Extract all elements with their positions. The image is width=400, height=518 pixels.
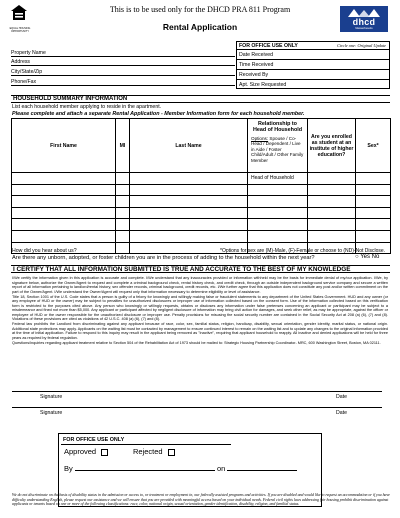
city-state-zip-field[interactable] xyxy=(11,68,235,76)
cert-paragraph: Title 18, Section 1001 of the U.S. Code states that a person is guilty of a felony for knowingly and willingly making false or fraudulent statements to any department of the United States Government. HUD and any owner (or any employee of HUD or the owner) may be subject to penalties for unauthorized disclosures or improper use of information collected based on the consent form. Use of the information collected based on this verification form is restricted to the purposes cited above. Any person who knowingly or willingly requests, obtains or discloses any information under false pretenses concerning an applicant or participant may be subject to a misdemeanor and fined not more than $5,000. Any applicant or participant affected by negligent disclosure of information may bring civil action for damages, and seek other relief, as may be appropriate, against the officer or employee of HUD or the owner responsible for the unauthorized disclosure or improper use. Penalty provisions for misusing the social security number are contained in the Social Security Act at 208 (a) (6), (7) and (8). Violations of these provisions are cited as violations of 42 U.S.C. 408 (a) (6), (7) and (8). xyxy=(12,294,388,322)
yes-no-label: Yes No xyxy=(360,254,380,260)
cell-input[interactable] xyxy=(248,230,308,242)
certification-text xyxy=(12,276,388,346)
by-input[interactable] xyxy=(75,465,215,471)
cell-input[interactable] xyxy=(116,219,130,231)
on-input[interactable] xyxy=(227,465,297,471)
equal-housing-caption: EQUAL HOUSING OPPORTUNITY xyxy=(9,27,31,33)
field-label: Apt. Size Requested xyxy=(239,82,287,88)
cell-input[interactable] xyxy=(356,207,391,219)
cell-input[interactable] xyxy=(12,184,116,196)
cell-input[interactable] xyxy=(116,207,130,219)
cell-input[interactable] xyxy=(308,219,356,231)
field-label: Phone/Fax xyxy=(11,78,37,85)
hear-about-question xyxy=(12,248,392,254)
cert-paragraph: Questions/inquiries regarding applicant treatment relative to Section 504 of the Rehabilitation Act of 1973 should be mailed to: Strategic Housing Partnership Coordinator- MRC, 600 Washington Street, Boston, MA 02111. xyxy=(12,340,381,345)
cell-input[interactable] xyxy=(130,173,248,185)
office-use-title: FOR OFFICE USE ONLY xyxy=(239,43,298,49)
cell-input[interactable] xyxy=(12,219,116,231)
nondiscrimination-footer: We do not discriminate on the basis of disability status in the admission or access to, or treatment or employment in, our federally assisted programs and activities. If you are disabled and would like to request an accommodation or if you have difficulty understanding English, please request our assistance and we will ensure that you are provided with meaningful access based on your individual needs. Federal civil rights laws addressing fair housing prohibit discrimination against applicants or tenants based on one or more of the following classifications: race, color, national origin, sexual orientation, gender identification, disability, religion, and familial status. xyxy=(12,493,390,507)
cell-input[interactable] xyxy=(116,173,130,185)
col-mi: MI xyxy=(116,119,130,173)
on-label: on xyxy=(216,464,226,473)
cell-input[interactable] xyxy=(130,184,248,196)
cell-input[interactable] xyxy=(130,196,248,208)
relationship-options xyxy=(251,136,304,163)
cell-input[interactable] xyxy=(308,196,356,208)
head-of-household-cell: Head of Household xyxy=(248,173,308,185)
office-use-box xyxy=(236,41,390,89)
program-subtitle: This is to be used only for the DHCD PRA 811 Program xyxy=(109,5,291,14)
household-section-title: HOUSEHOLD SUMMARY INFORMATION xyxy=(11,95,390,103)
signature-line-2[interactable] xyxy=(12,407,382,408)
cell-input[interactable] xyxy=(130,207,248,219)
cell-input[interactable] xyxy=(308,207,356,219)
page-title: Rental Application xyxy=(162,22,238,32)
table-row xyxy=(12,230,391,242)
yes-no-options[interactable]: ○ Yes No xyxy=(355,254,380,260)
col-relationship xyxy=(248,119,308,173)
approved-option[interactable] xyxy=(64,447,108,456)
by-on-row xyxy=(64,464,314,473)
office-use-heading xyxy=(237,42,389,50)
household-table xyxy=(11,118,391,254)
cell-input[interactable] xyxy=(116,196,130,208)
approved-checkbox[interactable] xyxy=(101,449,108,456)
hear-about-input[interactable] xyxy=(78,249,196,254)
field-label: City/State/Zip xyxy=(11,68,43,75)
field-label: Received By xyxy=(239,72,269,78)
cell-input[interactable] xyxy=(12,196,116,208)
property-name-field[interactable] xyxy=(11,49,235,57)
cell-input[interactable] xyxy=(12,207,116,219)
date-label: Date xyxy=(336,410,347,416)
apt-size-field[interactable] xyxy=(237,80,389,90)
col-last-name: Last Name xyxy=(130,119,248,173)
cell-input[interactable] xyxy=(308,173,356,185)
unborn-question xyxy=(12,255,392,261)
time-received-field[interactable] xyxy=(237,60,389,70)
cell-input[interactable] xyxy=(130,219,248,231)
unborn-label: Are there any unborn, adopted, or foster children you are in the process of adding to the household within the next year? xyxy=(12,255,315,261)
rejected-option[interactable] xyxy=(133,447,175,456)
table-row xyxy=(12,173,391,185)
date-received-field[interactable] xyxy=(237,50,389,60)
table-row xyxy=(12,207,391,219)
options-lead: Options: xyxy=(251,136,269,141)
cell-input[interactable] xyxy=(12,230,116,242)
col-sex: Sex* xyxy=(356,119,391,173)
household-header-row xyxy=(12,119,391,173)
table-row xyxy=(12,196,391,208)
field-label: Date Received xyxy=(239,52,274,58)
household-instruction: List each household member applying to reside in the apartment. xyxy=(12,104,162,110)
cell-input[interactable] xyxy=(116,184,130,196)
heading-rule xyxy=(61,444,231,445)
cell-input[interactable] xyxy=(12,173,116,185)
rejected-checkbox[interactable] xyxy=(168,449,175,456)
by-label: By xyxy=(64,464,73,473)
dhcd-sub: Massachusetts xyxy=(355,27,373,30)
cell-input[interactable] xyxy=(248,207,308,219)
received-by-field[interactable] xyxy=(237,70,389,80)
col-student: Are you enrolled as student at an institute of higher education? xyxy=(308,119,356,173)
signature-label: Signature xyxy=(40,394,63,400)
table-row xyxy=(12,184,391,196)
cell-input[interactable] xyxy=(356,230,391,242)
date-label: Date xyxy=(336,394,347,400)
cert-paragraph: Federal law prohibits the Landlord from discriminating against any applicant because of race, color, sex, familial status, religion, handicap, disability, sexual orientation, gender identity, marital status, or national origin. Additional state protections may apply. Applicants on the waiting list must be contacted by management to ensure continued interest to remain on the waiting list and to update any changes to the original information provided at the time of initial application. Failure to respond to this inquiry may result in the applicant being removed as "inactive", requiring that applicant household to reapply. All inactive and denied applications will be held for three years as required by federal regulation. xyxy=(12,322,388,340)
sex-options-note: *Options for sex are (M)-Male, (F)-Female or choose to (ND)-Not Disclose. xyxy=(220,248,386,254)
cell-input[interactable] xyxy=(248,196,308,208)
cell-input[interactable] xyxy=(308,184,356,196)
office-bottom-heading: FOR OFFICE USE ONLY xyxy=(63,437,125,443)
cell-input[interactable] xyxy=(356,184,391,196)
options-list: Spouse / Co-Head / Dependent / Live in Aide / Foster Child/Adult / Other Family Member xyxy=(251,136,304,163)
col-first-name: First Name xyxy=(12,119,116,173)
cert-paragraph: I/We certify the information given in this application is accurate and complete. I/We understand that any inaccuracies provided or information withheld may be the basis for immediate denial of my/our application. I/We, by signature below, authorize the Owner/Agent to request and complete a criminal background check, rental history check, and credit check, through an outside independent background service company and secure a written report of all information pertaining to landlord/rental history, sex offender records, criminal background, credit records, etc. I/We further agree that this application does not constitute any post and/or written commitment on the part of the Owner/Agent. I/We understand the Owner/Agent will request only that information necessary to determine eligibility or level of assistance. xyxy=(12,276,388,294)
hear-about-label: How did you hear about us? xyxy=(12,248,77,254)
cell-input[interactable] xyxy=(356,219,391,231)
address-field[interactable] xyxy=(11,58,235,66)
cell-input[interactable] xyxy=(356,173,391,185)
cell-input[interactable] xyxy=(308,230,356,242)
dhcd-logo xyxy=(340,6,388,32)
dhcd-brand: dhcd xyxy=(352,17,376,27)
cell-input[interactable] xyxy=(248,219,308,231)
cell-input[interactable] xyxy=(116,230,130,242)
signature-line-1[interactable] xyxy=(12,391,382,392)
phone-fax-field[interactable] xyxy=(11,78,235,86)
field-label: Address xyxy=(11,58,31,65)
revision-options: Circle one: Original Update xyxy=(337,43,386,48)
approved-label: Approved xyxy=(64,447,97,456)
rejected-label: Rejected xyxy=(133,447,163,456)
field-label: Time Received xyxy=(239,62,274,68)
cell-input[interactable] xyxy=(248,184,308,196)
cell-input[interactable] xyxy=(356,196,391,208)
certification-heading: I CERTIFY THAT ALL INFORMATION SUBMITTED IS TRUE AND ACCURATE TO THE BEST OF MY KNOWLEDGE xyxy=(11,265,390,273)
household-instruction-bold: Please complete and attach a separate Rental Application - Member Information form for each household member. xyxy=(12,111,305,117)
field-label: Property Name xyxy=(11,49,46,56)
relationship-title: Relationship to Head of Household xyxy=(252,121,303,133)
table-row xyxy=(12,219,391,231)
signature-label: Signature xyxy=(40,410,63,416)
cell-input[interactable] xyxy=(130,230,248,242)
